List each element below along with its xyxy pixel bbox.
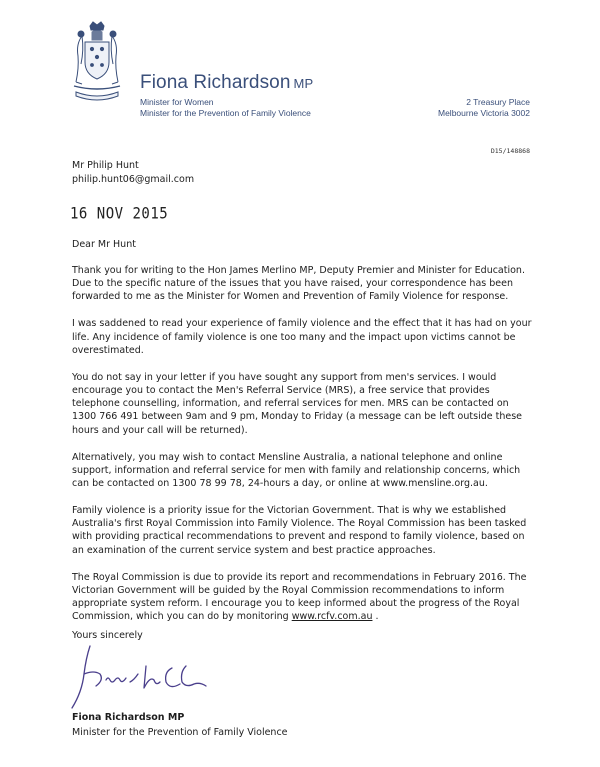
address-line-1: 2 Treasury Place: [466, 97, 530, 107]
salutation: Dear Mr Hunt: [72, 239, 136, 250]
paragraph-5: Family violence is a priority issue for the Victorian Government. That is why we established Australia's first Royal Commission into Family Violence. The Royal Commission has been tasked with providing practical recommendations to prevent and respond to family violence, based on an examination of the current service system and best practice approaches.: [72, 505, 527, 556]
recipient-name: Mr Philip Hunt: [72, 160, 139, 171]
signatory-name: Fiona Richardson MP: [72, 712, 185, 723]
date-stamp: 16 NOV 2015: [70, 204, 169, 224]
letterhead-title-women: Minister for Women: [140, 97, 214, 107]
address-line-2: Melbourne Victoria 3002: [438, 108, 530, 118]
paragraph-6-end: .: [372, 611, 379, 623]
letterhead-address: [438, 97, 530, 119]
letterhead-titles: [140, 97, 311, 119]
paragraph-4: Alternatively, you may wish to contact Mensline Australia, a national telephone and online support, information and referral service for men with family and relationship concerns, which can be contacted on 1300 78 99 78, 24-hours a day, or online at www.mensline.org.au.: [72, 451, 521, 490]
paragraph-6: [72, 571, 532, 624]
paragraph-6-text: The Royal Commission is due to provide its report and recommendations in February 2016. The Victorian Government will be guided by the Royal Commission recommendations to inform appropriate system reform. I encourage you to keep informed about the progress of the Royal Commission, which you can do by monitoring: [72, 571, 527, 623]
signatory-title: Minister for the Prevention of Family Violence: [72, 727, 288, 738]
closing-line: Yours sincerely: [72, 630, 143, 641]
paragraph-1: Thank you for writing to the Hon James Merlino MP, Deputy Premier and Minister for Education. Due to the specific nature of the issues that you have raised, your correspondence has been forwarded to me as the Minister for Women and Prevention of Family Violence for response.: [72, 265, 525, 303]
paragraph-2: I was saddened to read your experience of family violence and the effect that it has had on your life. Any incidence of family violence is one too many and the impact upon victims cannot be overestimated.: [72, 318, 532, 356]
reference-number: D15/148868: [490, 147, 530, 155]
letterhead-title-prevention: Minister for the Prevention of Family Violence: [140, 108, 311, 118]
letter-body: [72, 264, 532, 637]
paragraph-3: You do not say in your letter if you have sought any support from men's services. I would encourage you to contact the Men's Referral Service (MRS), a free service that provides telephone counselling, information, and referral services for men. MRS can be contacted on 1300 766 491 between 9am and 9 pm, Monday to Friday (a message can be left outside these hours and your call will be returned).: [72, 371, 522, 436]
rcfv-link[interactable]: www.rcfv.com.au: [291, 611, 373, 623]
recipient-email: philip.hunt06@gmail.com: [72, 174, 195, 185]
letterhead-name: Fiona Richardson MP: [140, 72, 314, 93]
letterhead-mp-suffix: MP: [293, 76, 314, 91]
victorian-coat-of-arms-logo: [68, 20, 126, 102]
recipient-block: [72, 159, 194, 187]
handwritten-signature: [60, 640, 230, 714]
